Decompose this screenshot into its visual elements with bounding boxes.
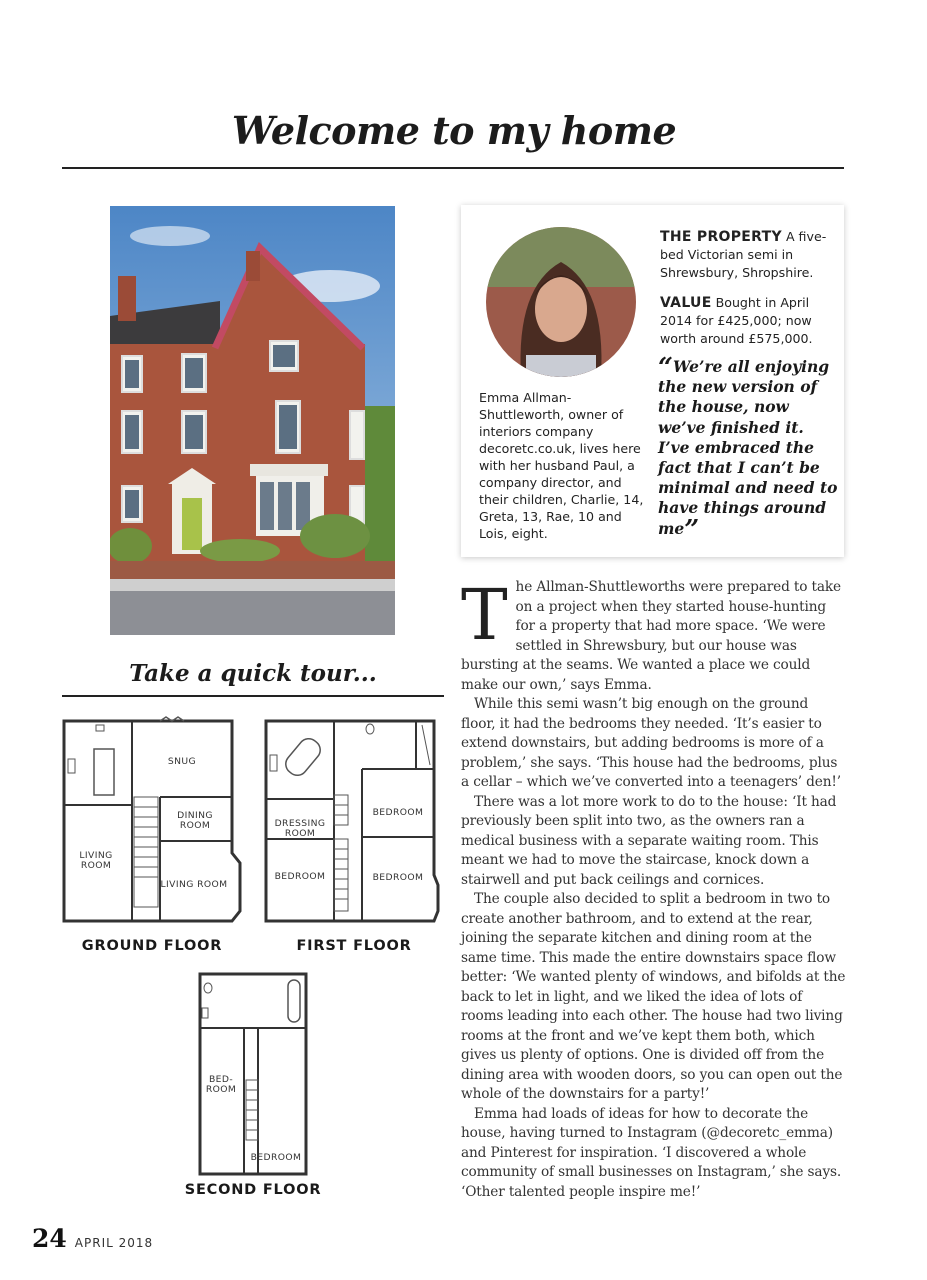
first-floor-label: FIRST FLOOR bbox=[296, 938, 412, 954]
article-paragraph: The couple also decided to split a bedroom in two to create another bathroom, and to extend at the rear, joining the separate kitchen and dining room at the same time. This made the entire downstairs space flow better: ‘We wanted plenty of windows, and bifolds at the back to let in light, and we liked the idea of lots of rooms leading into each other. The house had two living rooms at the front and we’ve kept them both, which gives us plenty of options. One is divided off from the dining area with wooden doors, so you can open out the whole of the downstairs for a party!’ bbox=[461, 891, 846, 1102]
room-label-bed: BED- bbox=[208, 1074, 234, 1085]
article-paragraph: While this semi wasn’t big enough on the ground floor, it had the bedrooms they needed. ‘It’s easier to extend downstairs, but adding bedrooms is more of a problem,’ she says. ‘This house had the bedrooms, plus a cellar – which we’ve converted into a teenagers’ den!’ bbox=[461, 696, 841, 790]
property-label: THE PROPERTY bbox=[660, 229, 782, 245]
page-title: Welcome to my home bbox=[231, 108, 677, 153]
second-floor-plan bbox=[196, 970, 316, 1180]
room-label-dressing-2: ROOM bbox=[284, 828, 316, 839]
value-label: VALUE bbox=[660, 295, 712, 311]
room-label-dining: DINING bbox=[177, 810, 213, 821]
room-label-dining-2: ROOM bbox=[179, 820, 211, 831]
tour-heading: Take a quick tour... bbox=[129, 660, 377, 687]
ground-floor-label: GROUND FLOOR bbox=[81, 938, 223, 954]
page-folio bbox=[32, 1224, 153, 1253]
article-paragraph bbox=[461, 574, 846, 695]
property-text: A five-bed Victorian semi in Shrewsbury, Shropshire. bbox=[660, 229, 827, 280]
room-label-snug: SNUG bbox=[167, 756, 197, 767]
pull-quote bbox=[658, 353, 838, 545]
second-floor-label: SECOND FLOOR bbox=[184, 1182, 322, 1198]
tour-divider bbox=[62, 695, 444, 697]
value-text: Bought in April 2014 for £425,000; now worth around £575,000. bbox=[660, 295, 813, 346]
room-label-bed-2: ROOM bbox=[205, 1084, 237, 1095]
first-floor-plan bbox=[262, 715, 447, 930]
article-body bbox=[461, 574, 846, 1202]
title-divider bbox=[62, 167, 844, 169]
room-label-bedroom-a: BEDROOM bbox=[372, 807, 424, 818]
value-details bbox=[660, 294, 835, 347]
pull-quote-text: We’re all enjoying the new version of the house, now we’ve finished it. I’ve embraced the fact that I can’t be minimal and need to have things around me bbox=[658, 357, 838, 538]
article-paragraph: There was a lot more work to do to the house: ‘It had previously been split into two, as the owners ran a medical business with a separate waiting room. This meant we had to move the staircase, knock down a stairwell and put back ceilings and cornices. bbox=[461, 793, 837, 888]
room-label-living-room: LIVING ROOM bbox=[160, 879, 228, 890]
owner-portrait bbox=[486, 227, 636, 377]
ground-floor-plan bbox=[60, 715, 245, 930]
room-label-dressing: DRESSING bbox=[274, 818, 326, 829]
room-label-living: LIVING bbox=[79, 850, 113, 861]
article-paragraph: Emma had loads of ideas for how to decorate the house, having turned to Instagram (@decoretc_emma) and Pinterest for inspiration. ‘I discovered a whole community of small businesses on Instagram,’ she says. ‘Other talented people inspire me!’ bbox=[461, 1105, 842, 1200]
property-details bbox=[660, 228, 835, 281]
room-label-bedroom-c: BEDROOM bbox=[372, 872, 424, 883]
article-paragraph-text: he Allman-Shuttleworths were prepared to take on a project when they started house-hunting for a property that had more space. ‘We were settled in Shrewsbury, but our house was bursting at the seams. We wanted a place we could make our own,’ says Emma. bbox=[461, 579, 841, 693]
house-exterior-photo bbox=[110, 206, 395, 635]
room-label-bedroom: BEDROOM bbox=[250, 1152, 302, 1163]
close-quote-mark: ” bbox=[684, 514, 700, 545]
property-info-box bbox=[461, 205, 844, 557]
owner-caption: Emma Allman-Shuttleworth, owner of interiors company decoretc.co.uk, lives here with her husband Paul, a company director, and their children, Charlie, 14, Greta, 13, Rae, 10 and Lois, eight. bbox=[479, 390, 644, 541]
room-label-living-2: ROOM bbox=[80, 860, 112, 871]
issue-date: APRIL 2018 bbox=[74, 1236, 154, 1250]
page-number: 24 bbox=[32, 1224, 67, 1253]
room-label-bedroom-b: BEDROOM bbox=[274, 871, 326, 882]
drop-cap: T bbox=[461, 574, 508, 656]
open-quote-mark: “ bbox=[658, 353, 673, 383]
